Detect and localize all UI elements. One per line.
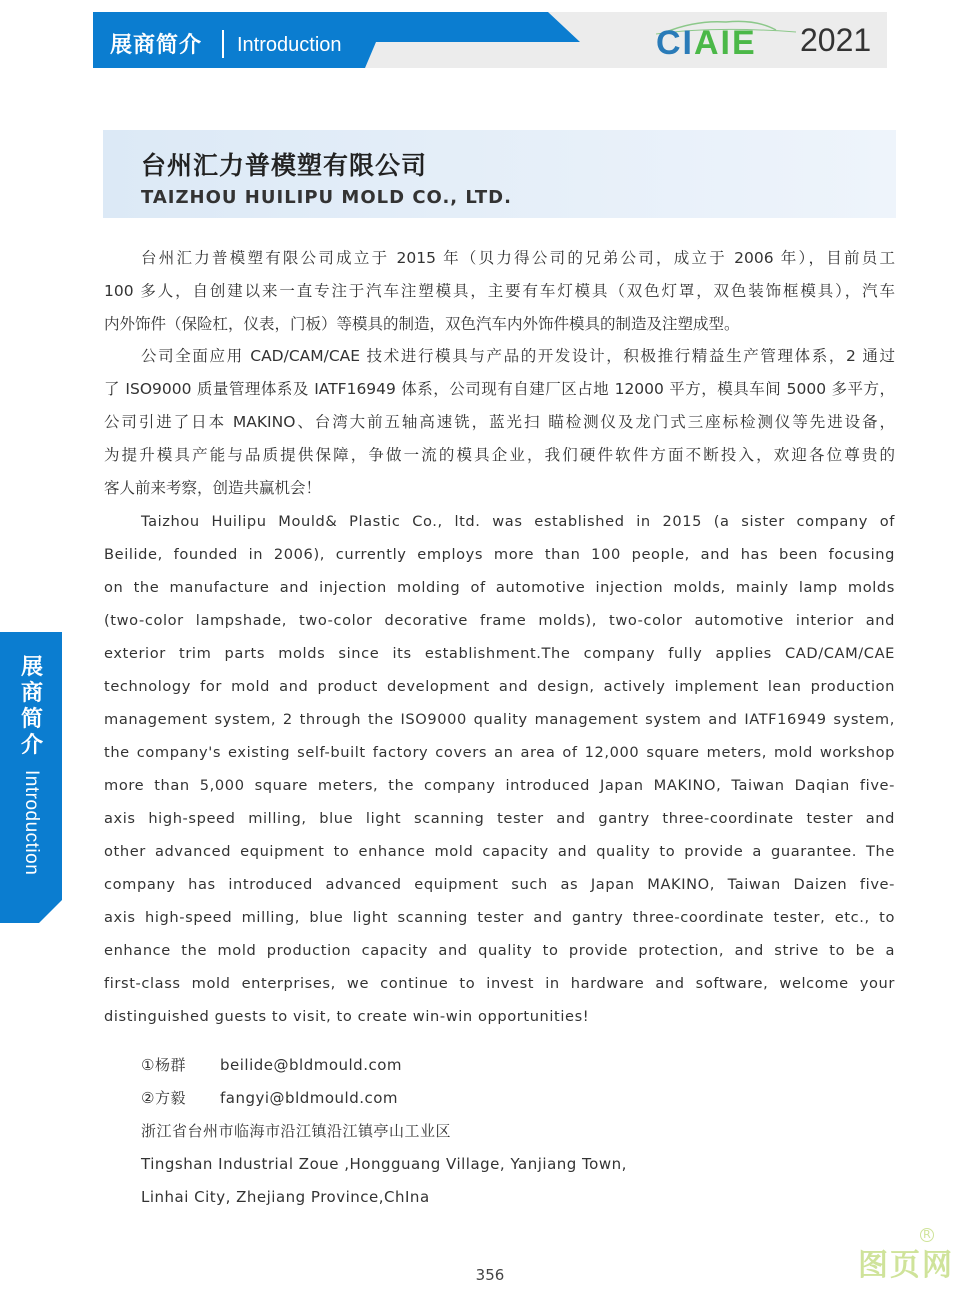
intro-cn-paragraph-1 (104, 242, 895, 341)
text-line: 内外饰件（保险杠，仪表，门板）等模具的制造，双色汽车内外饰件模具的制造及注塑成型。 (104, 315, 740, 333)
registered-mark-icon: R (920, 1228, 934, 1242)
page-number: 356 (475, 1266, 505, 1284)
logo-year: 2021 (800, 22, 872, 58)
text-line: on the manufacture and injection molding of automotive injection molds, mainly lamp molds (104, 579, 895, 596)
text-line: first-class mold enterprises, we continue to invest in hardware and software, welcome your (104, 975, 895, 992)
text-line: Taizhou Huilipu Mould& Plastic Co., ltd. was established in 2015 (a sister company of (141, 513, 895, 530)
text-line: 公司引进了日本 MAKINO、台湾大前五轴高速铣，蓝光扫 瞄检测仪及龙门式三座标检测仪等先进设备， (104, 413, 895, 431)
text-line: enhance the mold production capacity and quality to provide protection, and strive to be a (104, 942, 895, 959)
header-section-cn: 展商简介 (110, 33, 203, 58)
text-line: technology for mold and product development and design, actively implement lean production (104, 678, 895, 695)
text-line: 台州汇力普模塑有限公司成立于 2015 年（贝力得公司的兄弟公司，成立于 2006 年），目前员工 (141, 249, 895, 267)
text-line: axis high-speed milling, blue light scanning tester and gantry three-coordinate tester, etc., to (104, 909, 895, 926)
text-line: 客人前来考察，创造共赢机会！ (104, 479, 322, 497)
company-name-cn: 台州汇力普模塑有限公司 (141, 151, 428, 180)
company-name-en: TAIZHOU HUILIPU MOLD CO., LTD. (141, 187, 512, 208)
contact-email[interactable]: fangyi@bldmould.com (220, 1089, 399, 1107)
address-cn: 浙江省台州市临海市沿江镇沿江镇亭山工业区 (141, 1122, 452, 1140)
text-line: more than 5,000 square meters, the company introduced Japan MAKINO, Taiwan Daqian five- (104, 777, 895, 794)
side-tab-en: Introduction (21, 770, 42, 876)
watermark-logo: 图页网 (858, 1248, 954, 1283)
text-line: management system, 2 through the ISO9000 quality management system and IATF16949 system, (104, 711, 895, 728)
header-section-en: Introduction (237, 34, 342, 56)
text-line: exterior trim parts molds since its establishment.The company fully applies CAD/CAM/CAE (104, 645, 895, 662)
address-en-line-1: Tingshan Industrial Zoue ,Hongguang Village, Yanjiang Town, (141, 1155, 627, 1173)
contact-email[interactable]: beilide@bldmould.com (220, 1056, 403, 1074)
address-en-line-2: Linhai City, Zhejiang Province,ChIna (141, 1188, 430, 1206)
header-divider (222, 30, 224, 58)
contact-block (141, 1049, 627, 1214)
side-tab-cn: 展商简介 (20, 655, 43, 758)
contact-name: ②方毅 (141, 1089, 186, 1107)
text-line: 了 ISO9000 质量管理体系及 IATF16949 体系，公司现有自建厂区占地 12000 平方，模具车间 5000 多平方， (104, 380, 895, 398)
text-line: 为提升模具产能与品质提供保障，争做一流的模具企业，我们硬件软件方面不断投入，欢迎各位尊贵的 (104, 446, 895, 464)
text-line: other advanced equipment to enhance mold capacity and quality to provide a guarantee. The (104, 843, 895, 860)
intro-cn-paragraph-2 (104, 340, 895, 505)
contact-row (141, 1049, 627, 1082)
text-line: (two-color lampshade, two-color decorative frame molds), two-color automotive interior and (104, 612, 895, 629)
text-line: Beilide, founded in 2006), currently employs more than 100 people, and has been focusing (104, 546, 895, 563)
text-line: 公司全面应用 CAD/CAM/CAE 技术进行模具与产品的开发设计，积极推行精益生产管理体系，2 通过 (141, 347, 895, 365)
text-line: company has introduced advanced equipment such as Japan MAKINO, Taiwan Daizen five- (104, 876, 895, 893)
text-line: distinguished guests to visit, to create win-win opportunities! (104, 1008, 590, 1025)
ciaie-logo: CIAIE (656, 24, 757, 62)
text-line: 100 多人，自创建以来一直专注于汽车注塑模具，主要有车灯模具（双色灯罩，双色装饰框模具），汽车 (104, 282, 895, 300)
contact-row (141, 1082, 627, 1115)
contact-name: ①杨群 (141, 1056, 186, 1074)
text-line: axis high-speed milling, blue light scanning tester and gantry three-coordinate tester and (104, 810, 895, 827)
intro-en-paragraph (104, 505, 895, 1033)
text-line: the company's existing self-built factory covers an area of 12,000 square meters, mold workshop (104, 744, 895, 761)
